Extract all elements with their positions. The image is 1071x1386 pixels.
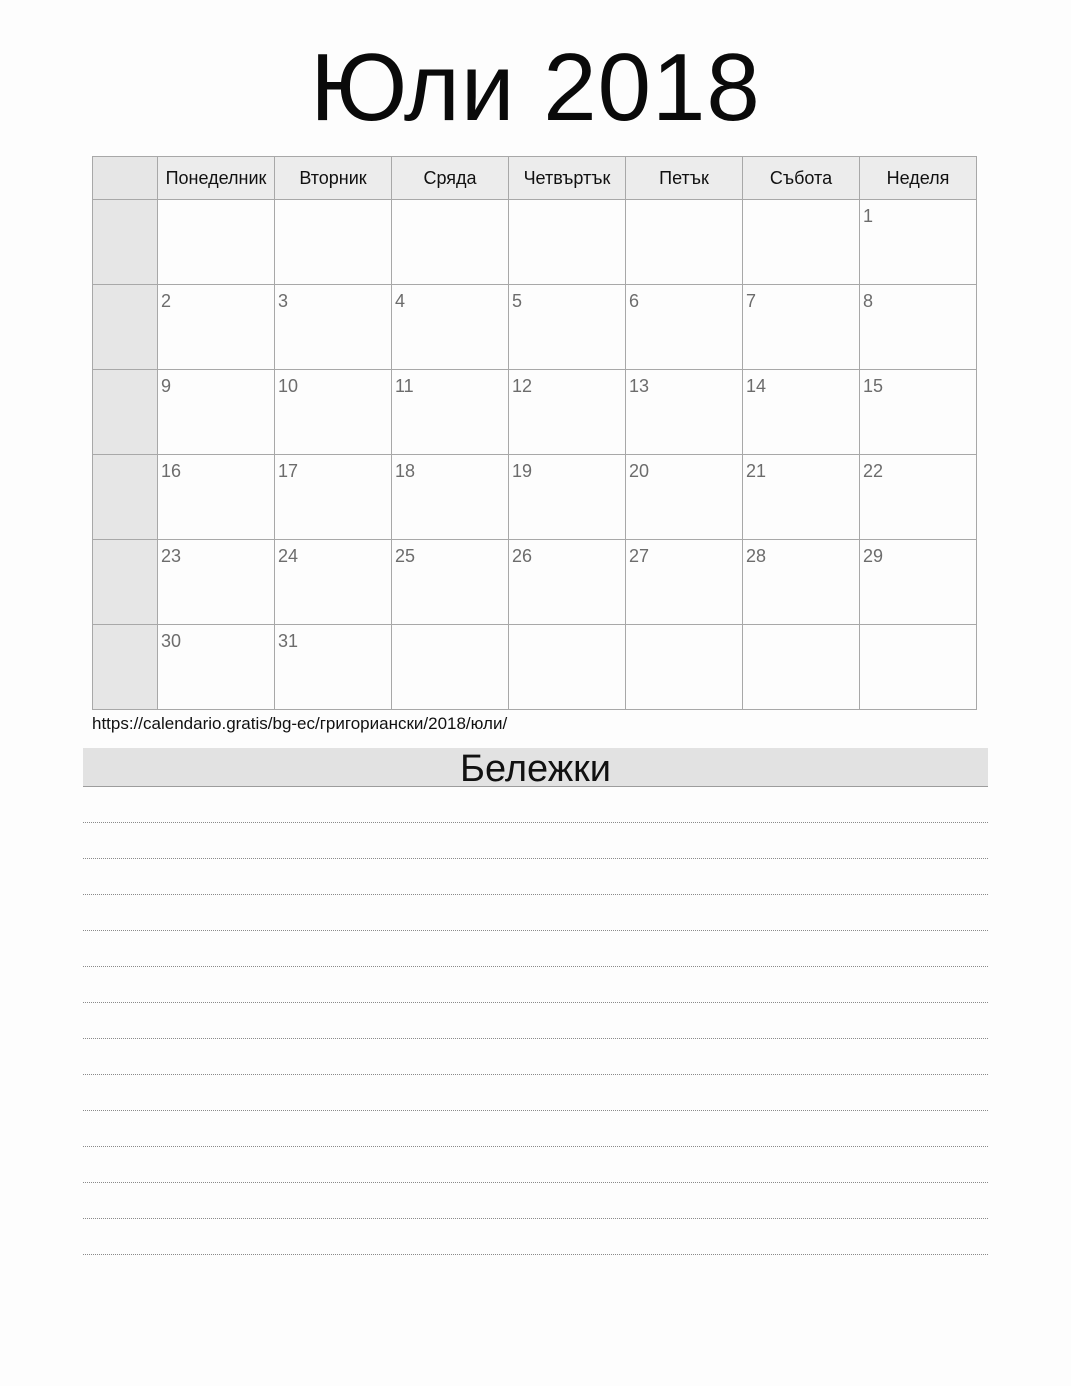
day-number: 13 <box>629 376 650 396</box>
day-cell <box>626 540 743 625</box>
source-url: https://calendario.gratis/bg-ec/григориански/2018/юли/ <box>92 714 508 733</box>
day-number <box>743 200 859 206</box>
day-cell <box>275 540 392 625</box>
day-number: 30 <box>161 631 182 651</box>
day-cell <box>626 370 743 455</box>
day-cell <box>509 625 626 710</box>
day-number: 23 <box>161 546 182 566</box>
day-cell <box>392 540 509 625</box>
day-number <box>626 625 742 631</box>
day-cell <box>626 200 743 285</box>
day-cell <box>860 370 977 455</box>
day-cell <box>743 370 860 455</box>
week-row <box>93 200 977 285</box>
day-cell <box>275 455 392 540</box>
day-number: 10 <box>278 376 299 396</box>
day-number: 27 <box>629 546 650 566</box>
day-cell <box>743 540 860 625</box>
week-number-cell <box>93 370 158 455</box>
day-cell <box>743 285 860 370</box>
note-line <box>83 859 988 895</box>
day-cell <box>626 285 743 370</box>
weekday-header: Неделя <box>860 157 977 200</box>
note-line <box>83 787 988 823</box>
day-cell <box>158 200 275 285</box>
day-cell <box>392 200 509 285</box>
weekday-header: Сряда <box>392 157 509 200</box>
day-cell <box>743 200 860 285</box>
weekday-header: Вторник <box>275 157 392 200</box>
day-cell <box>860 540 977 625</box>
day-number: 8 <box>863 291 874 311</box>
day-cell <box>275 370 392 455</box>
day-number: 16 <box>161 461 182 481</box>
day-cell <box>626 455 743 540</box>
day-number: 5 <box>512 291 523 311</box>
day-cell <box>158 285 275 370</box>
day-cell <box>743 455 860 540</box>
day-number: 12 <box>512 376 533 396</box>
page-title: Юли 2018 <box>310 34 761 141</box>
day-number <box>275 200 391 206</box>
week-row <box>93 455 977 540</box>
notes-lines <box>83 787 988 1255</box>
day-number: 4 <box>395 291 406 311</box>
day-cell <box>158 370 275 455</box>
day-cell <box>392 285 509 370</box>
day-number: 17 <box>278 461 299 481</box>
day-cell <box>509 540 626 625</box>
day-number: 31 <box>278 631 299 651</box>
day-cell <box>860 200 977 285</box>
day-cell <box>743 625 860 710</box>
day-number: 19 <box>512 461 533 481</box>
weekday-header: Четвъртък <box>509 157 626 200</box>
week-number-cell <box>93 455 158 540</box>
day-number: 26 <box>512 546 533 566</box>
week-row <box>93 370 977 455</box>
note-line <box>83 1219 988 1255</box>
note-line <box>83 967 988 1003</box>
day-number: 28 <box>746 546 767 566</box>
day-cell <box>509 200 626 285</box>
day-number <box>392 625 508 631</box>
week-number-cell <box>93 285 158 370</box>
weekday-header-row <box>93 157 977 200</box>
day-number: 25 <box>395 546 416 566</box>
note-line <box>83 1075 988 1111</box>
day-cell <box>626 625 743 710</box>
note-line <box>83 823 988 859</box>
day-cell <box>860 285 977 370</box>
week-number-cell <box>93 200 158 285</box>
day-number: 2 <box>161 291 172 311</box>
day-cell <box>509 285 626 370</box>
day-number: 6 <box>629 291 640 311</box>
day-cell <box>158 455 275 540</box>
day-number: 3 <box>278 291 289 311</box>
day-number: 21 <box>746 461 767 481</box>
day-number: 9 <box>161 376 172 396</box>
day-cell <box>275 200 392 285</box>
day-cell <box>392 625 509 710</box>
day-cell <box>392 455 509 540</box>
day-number: 7 <box>746 291 757 311</box>
day-number <box>509 625 625 631</box>
day-number <box>392 200 508 206</box>
day-cell <box>275 625 392 710</box>
week-row <box>93 540 977 625</box>
note-line <box>83 1147 988 1183</box>
weekday-header: Петък <box>626 157 743 200</box>
day-cell <box>275 285 392 370</box>
day-cell <box>860 625 977 710</box>
day-number: 1 <box>863 206 874 226</box>
day-cell <box>509 370 626 455</box>
day-number <box>626 200 742 206</box>
day-number: 15 <box>863 376 884 396</box>
day-cell <box>509 455 626 540</box>
weekday-header: Понеделник <box>158 157 275 200</box>
note-line <box>83 1111 988 1147</box>
note-line <box>83 1039 988 1075</box>
day-number <box>743 625 859 631</box>
week-row <box>93 625 977 710</box>
day-number: 29 <box>863 546 884 566</box>
day-number <box>509 200 625 206</box>
day-cell <box>860 455 977 540</box>
day-cell <box>158 625 275 710</box>
note-line <box>83 895 988 931</box>
week-row <box>93 285 977 370</box>
day-number <box>860 625 976 631</box>
day-number: 14 <box>746 376 767 396</box>
week-number-cell <box>93 625 158 710</box>
week-number-cell <box>93 540 158 625</box>
month-calendar-grid <box>92 156 977 710</box>
week-number-header <box>93 157 158 200</box>
note-line <box>83 1003 988 1039</box>
day-cell <box>392 370 509 455</box>
weekday-header: Събота <box>743 157 860 200</box>
notes-heading: Бележки <box>83 748 988 787</box>
day-number: 11 <box>395 376 414 396</box>
note-line <box>83 1183 988 1219</box>
day-number: 20 <box>629 461 650 481</box>
day-number: 18 <box>395 461 416 481</box>
note-line <box>83 931 988 967</box>
day-number: 22 <box>863 461 884 481</box>
day-cell <box>158 540 275 625</box>
day-number <box>158 200 274 206</box>
day-number: 24 <box>278 546 299 566</box>
